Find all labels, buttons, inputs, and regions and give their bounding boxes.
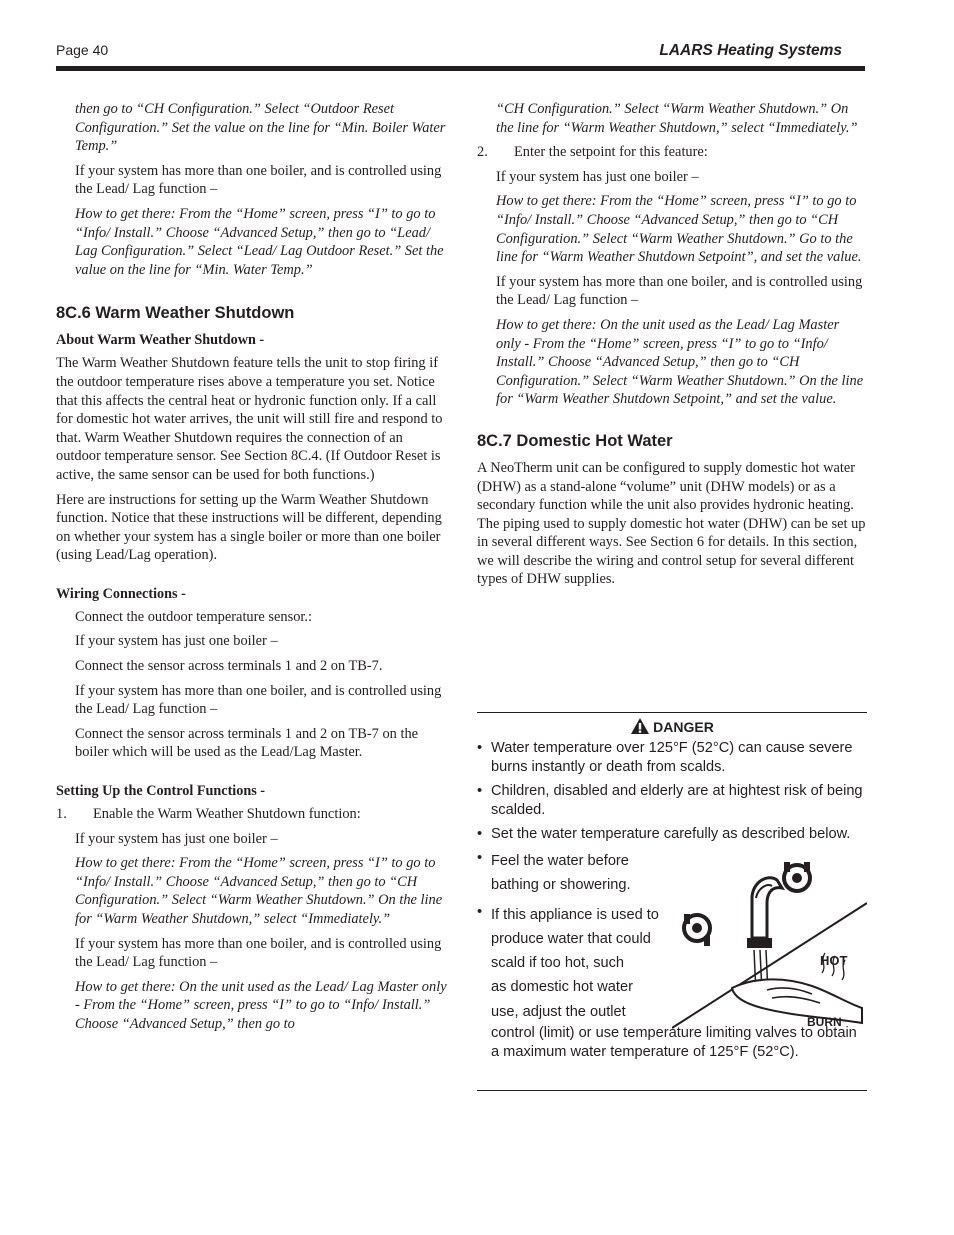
subheading-about: About Warm Weather Shutdown - — [56, 332, 265, 349]
paragraph: How to get there: On the unit used as the Lead/ Lag Master only - From the “Home” screen, press “I” to go to “Info/ Install.” Choose “Advanced Setup,” then go to — [75, 978, 447, 1032]
paragraph: If your system has just one boiler – — [75, 830, 278, 847]
left-column — [56, 100, 448, 1040]
list-item: • If this appliance is used to produce water that could scald if too hot, such as domestic hot water use, adjust the outlet control (limit) or use temperature limiting valves to obtain a maximum water temperature of 125°F (52°C). — [477, 903, 857, 1061]
paragraph: How to get there: From the “Home” screen, press “I” to go to “Info/ Install.” Choose “Advanced Setup,” then go to “CH Configuration.” Select “Warm Weather Shutdown.” Go to the line for “Warm Weather Shutdown Setpoint”, and set the value. — [496, 193, 862, 266]
paragraph: How to get there: From the “Home” screen, press “I” to go to “Info/ Install.” Choose “Advanced Setup,” then go to “CH Configuration.” Select “Warm Weather Shutdown.” On the line for “Warm Weather Shutdown,” select “Immediately.” — [75, 855, 443, 927]
burn-label: BURN — [807, 1015, 842, 1029]
paragraph: A NeoTherm unit can be configured to supply domestic hot water (DHW) as a stand-alone “volume” unit (DHW models) or as a secondary function while the unit also provides hydronic heating. The piping used to supply domestic hot water (DHW) can be set up in several different ways. See Section 6 for details. In this section, we will describe the wiring and control setup for several different types of DHW supplies. — [477, 459, 866, 588]
section-heading-8c7: 8C.7 Domestic Hot Water — [477, 431, 673, 450]
paragraph: If your system has more than one boiler, and is controlled using the Lead/ Lag function – — [496, 273, 863, 309]
page-number: Page 40 — [56, 42, 109, 58]
paragraph: “CH Configuration.” Select “Warm Weather Shutdown.” On the line for “Warm Weather Shutdown,” select “Immediately.” — [496, 101, 858, 136]
subheading-setup: Setting Up the Control Functions - — [56, 783, 266, 800]
danger-label: DANGER — [653, 719, 714, 735]
list-item: • Children, disabled and elderly are at hightest risk of being scalded. — [477, 783, 863, 818]
paragraph: If your system has more than one boiler, and is controlled using the Lead/ Lag function – — [75, 162, 442, 198]
brand-name: LAARS Heating Systems — [659, 42, 842, 59]
list-item: • Water temperature over 125°F (52°C) can cause severe burns instantly or death from scalds. — [477, 740, 853, 775]
hot-water-burn-illustration — [672, 858, 867, 1038]
step-text: Enter the setpoint for this feature: — [514, 144, 708, 161]
list-item: • Set the water temperature carefully as described below. — [477, 826, 851, 842]
section-heading-8c6: 8C.6 Warm Weather Shutdown — [56, 304, 295, 323]
paragraph: If your system has more than one boiler, and is controlled using the Lead/ Lag function – — [75, 682, 442, 718]
paragraph: Connect the outdoor temperature sensor.: — [75, 608, 312, 625]
danger-box — [477, 712, 867, 1091]
paragraph: Connect the sensor across terminals 1 and 2 on TB-7. — [75, 658, 383, 675]
paragraph: How to get there: On the unit used as the Lead/ Lag Master only - From the “Home” screen, press “I” to go to “Info/ Install.” Choose “Advanced Setup,” then go to “CH Configuration.” Select “Warm Weather Shutdown.” On the line for “Warm Weather Shutdown Setpoint,” and set the value. — [496, 316, 864, 408]
paragraph: Here are instructions for setting up the Warm Weather Shutdown function. Notice that these instructions will be different, depending on whether your system has a single boiler or more than one boiler (using Lead/Lag operation). — [56, 491, 442, 564]
danger-title — [477, 717, 867, 739]
paragraph: Connect the sensor across terminals 1 and 2 on TB-7 on the boiler which will be used as the Lead/Lag Master. — [75, 725, 419, 761]
right-column — [477, 100, 867, 595]
header-rule — [56, 66, 865, 71]
paragraph: If your system has more than one boiler, and is controlled using the Lead/ Lag function – — [75, 935, 442, 971]
hot-label: HOT — [820, 953, 848, 968]
paragraph: If your system has just one boiler – — [75, 633, 278, 650]
list-item: • Feel the water before bathing or showering. — [477, 850, 631, 894]
numbered-step — [477, 143, 867, 162]
warning-icon — [630, 717, 650, 735]
subheading-wiring: Wiring Connections - — [56, 585, 186, 602]
step-number: 2. — [477, 144, 488, 161]
numbered-step — [56, 805, 448, 824]
step-number: 1. — [56, 806, 67, 823]
paragraph: How to get there: From the “Home” screen, press “I” to go to “Info/ Install.” Choose “Advanced Setup,” then go to “Lead/ Lag Configuration.” Select “Lead/ Lag Outdoor Reset.” Set the value on the line for “Min. Water Temp.” — [75, 205, 444, 278]
paragraph: The Warm Weather Shutdown feature tells the unit to stop firing if the outdoor temperature rises above a temperature you set. Notice that this affects the central heat or hydronic function only. If a call for domestic hot water arrives, the unit will still fire and respond to that. Warm Weather Shutdown requires the connection of an outdoor temperature sensor. See Section 8C.4. (If Outdoor Reset is active, the same sensor can be used for both functions.) — [56, 355, 443, 483]
paragraph: If your system has just one boiler – — [496, 168, 699, 185]
paragraph: then go to “CH Configuration.” Select “Outdoor Reset Configuration.” Set the value on the line for “Min. Boiler Water Temp.” — [75, 101, 446, 155]
step-text: Enable the Warm Weather Shutdown function: — [93, 806, 361, 823]
